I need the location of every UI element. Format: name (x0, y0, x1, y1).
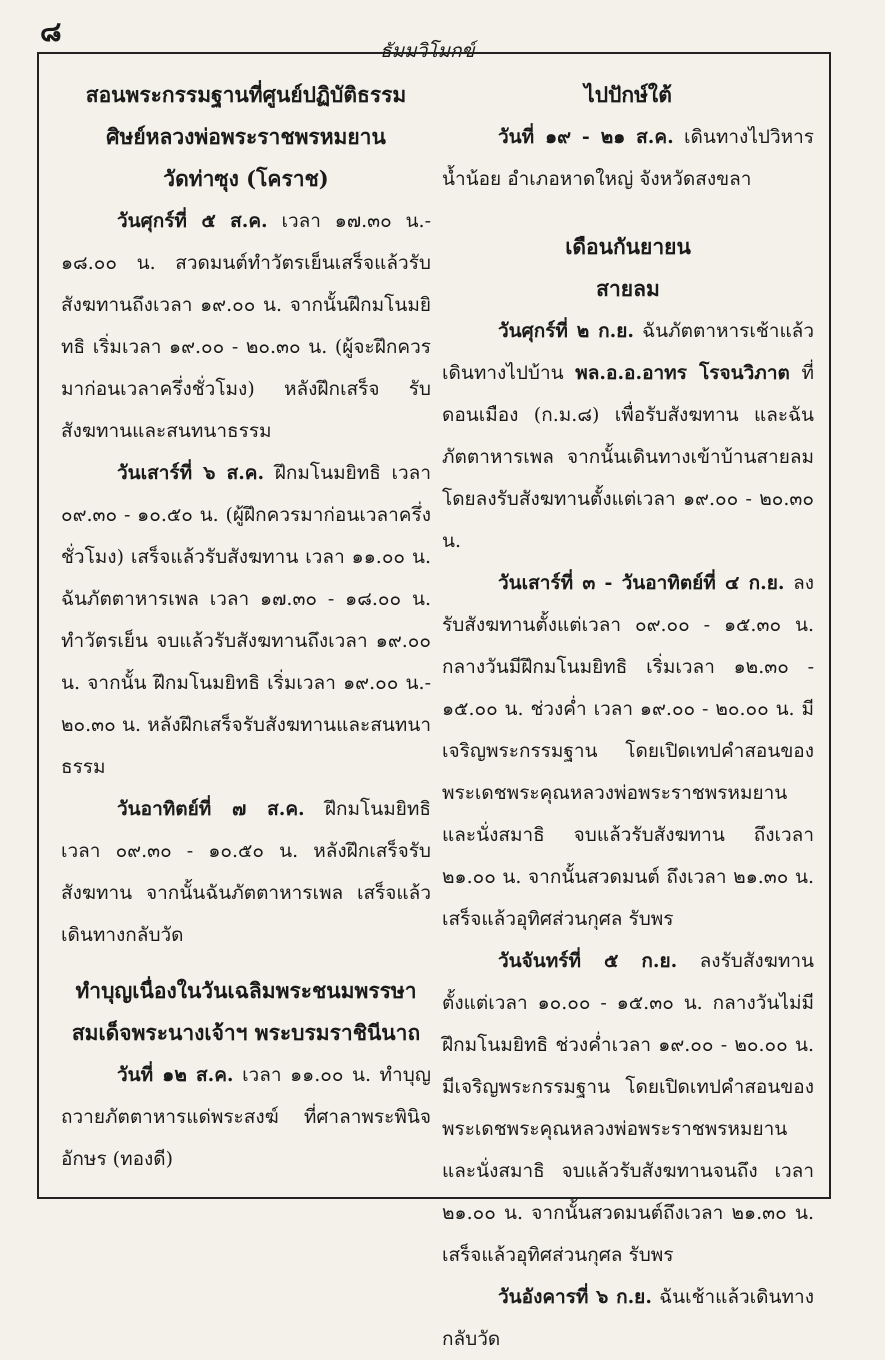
left-column (61, 74, 431, 1180)
section-heading-september: เดือนกันยายน (565, 234, 691, 259)
date-label: วันศุกร์ที่ ๕ ส.ค. (117, 210, 268, 232)
date-label: วันที่ ๑๒ ส.ค. (117, 1064, 234, 1086)
schedule-paragraph (442, 310, 814, 562)
date-label: วันเสาร์ที่ ๓ - วันอาทิตย์ที่ ๔ ก.ย. (498, 572, 785, 594)
date-label: วันเสาร์ที่ ๖ ส.ค. (117, 462, 265, 484)
section-subheading-sailom: สายลม (596, 276, 660, 301)
date-label: วันจันทร์ที่ ๕ ก.ย. (498, 950, 678, 972)
paragraph-text: ที่ดอนเมือง (ก.ม.๘) เพื่อรับสังฆทาน และฉันภัตตาหารเพล จากนั้นเดินทางเข้าบ้านสายลม โดยลงรับสังฆทานตั้งแต่เวลา ๑๙.๐๐ - ๒๐.๓๐ น. (442, 362, 814, 552)
section-heading-birthday (61, 970, 431, 1054)
schedule-paragraph (61, 788, 431, 956)
content-frame (37, 52, 831, 1350)
heading-line: ศิษย์หลวงพ่อพระราชพรหมยาน (106, 124, 386, 149)
schedule-paragraph (442, 116, 814, 200)
running-head: ธัมมวิโมกข์ (380, 40, 475, 62)
heading-line: สมเด็จพระนางเจ้าฯ พระบรมราชินีนาถ (71, 1020, 421, 1045)
paragraph-text: ลงรับสังฆทาน ตั้งแต่เวลา ๑๐.๐๐ - ๑๕.๓๐ น. กลางวันไม่มีฝึกมโนมยิทธิ ช่วงค่ำเวลา ๑๙.๐๐ - ๒๐.๐๐ น. มีเจริญพระกรรมฐาน โดยเปิดเทปคำสอนของพระเดชพระคุณหลวงพ่อพระราชพรหมยานและนั่งสมาธิ จบแล้วรับสังฆทานจนถึง เวลา ๒๑.๐๐ น. จากนั้นสวดมนต์ถึงเวลา ๒๑.๓๐ น. เสร็จแล้วอุทิศส่วนกุศล รับพร (442, 950, 814, 1266)
right-column (442, 74, 814, 1360)
schedule-paragraph (442, 562, 814, 940)
page-number: ๘ (40, 15, 62, 48)
schedule-paragraph (442, 1276, 814, 1360)
paragraph-text: ฝึกมโนมยิทธิ เวลา ๐๙.๓๐ - ๑๐.๕๐ น. หลังฝึกเสร็จรับสังฆทาน จากนั้นฉันภัตตาหารเพล เสร็จแล้วเดินทางกลับวัด (61, 798, 431, 946)
date-label: วันที่ ๑๙ - ๒๑ ส.ค. (498, 126, 674, 148)
paragraph-text: ฉันเช้าแล้วเดินทางกลับวัด (442, 1286, 814, 1350)
date-label: วันอังคารที่ ๖ ก.ย. (498, 1286, 652, 1308)
schedule-paragraph (61, 1054, 431, 1180)
schedule-paragraph (442, 940, 814, 1276)
section-heading-south: ไปปักษ์ใต้ (584, 82, 672, 107)
paragraph-text: เดินทางไปวิหารน้ำน้อย อำเภอหาดใหญ่ จังหวัดสงขลา (442, 126, 815, 190)
host-name: พล.อ.อ.อาทร โรจนวิภาต (575, 362, 790, 384)
heading-line: สอนพระกรรมฐานที่ศูนย์ปฏิบัติธรรม (85, 82, 407, 107)
paragraph-text: ลงรับสังฆทานตั้งแต่เวลา ๐๙.๐๐ - ๑๕.๓๐ น. กลางวันมีฝึกมโนมยิทธิ เริ่มเวลา ๑๒.๓๐ - ๑๕.๐๐ น. ช่วงค่ำ เวลา ๑๙.๐๐ - ๒๐.๐๐ น. มีเจริญพระกรรมฐาน โดยเปิดเทปคำสอนของพระเดชพระคุณหลวงพ่อพระราชพรหมยานและนั่งสมาธิ จบแล้วรับสังฆทาน ถึงเวลา ๒๑.๐๐ น. จากนั้นสวดมนต์ ถึงเวลา ๒๑.๓๐ น. เสร็จแล้วอุทิศส่วนกุศล รับพร (442, 572, 814, 930)
paragraph-text: ฉันภัตตาหารเช้าแล้วเดินทางไปบ้าน (442, 320, 814, 384)
date-label: วันศุกร์ที่ ๒ ก.ย. (498, 320, 634, 342)
paragraph-text: เวลา ๑๑.๐๐ น. ทำบุญถวายภัตตาหารแด่พระสงฆ์ ที่ศาลาพระพินิจอักษร (ทองดี) (61, 1064, 431, 1170)
section-heading-meditation (61, 74, 431, 200)
schedule-paragraph (61, 452, 431, 788)
paragraph-text: ฝึกมโนมยิทธิ เวลา ๐๙.๓๐ - ๑๐.๕๐ น. (ผู้ฝึกควรมาก่อนเวลาครึ่งชั่วโมง) เสร็จแล้วรับสังฆทาน เวลา ๑๑.๐๐ น. ฉันภัตตาหารเพล เวลา ๑๗.๓๐ - ๑๘.๐๐ น. ทำวัตรเย็น จบแล้วรับสังฆทานถึงเวลา ๑๙.๐๐ น. จากนั้น ฝึกมโนมยิทธิ เริ่มเวลา ๑๙.๐๐ น.- ๒๐.๓๐ น. หลังฝึกเสร็จรับสังฆทานและสนทนาธรรม (61, 462, 431, 778)
paragraph-text: เวลา ๑๗.๓๐ น.- ๑๘.๐๐ น. สวดมนต์ทำวัตรเย็นเสร็จแล้วรับสังฆทานถึงเวลา ๑๙.๐๐ น. จากนั้นฝึกมโนมยิทธิ เริ่มเวลา ๑๙.๐๐ - ๒๐.๓๐ น. (ผู้จะฝึกควรมาก่อนเวลาครึ่งชั่วโมง) หลังฝึกเสร็จ รับสังฆทานและสนทนาธรรม (61, 210, 431, 442)
heading-line: ทำบุญเนื่องในวันเฉลิมพระชนมพรรษา (75, 978, 417, 1003)
heading-line: วัดท่าซุง (โคราช) (163, 166, 329, 191)
date-label: วันอาทิตย์ที่ ๗ ส.ค. (117, 798, 305, 820)
schedule-paragraph (61, 200, 431, 452)
